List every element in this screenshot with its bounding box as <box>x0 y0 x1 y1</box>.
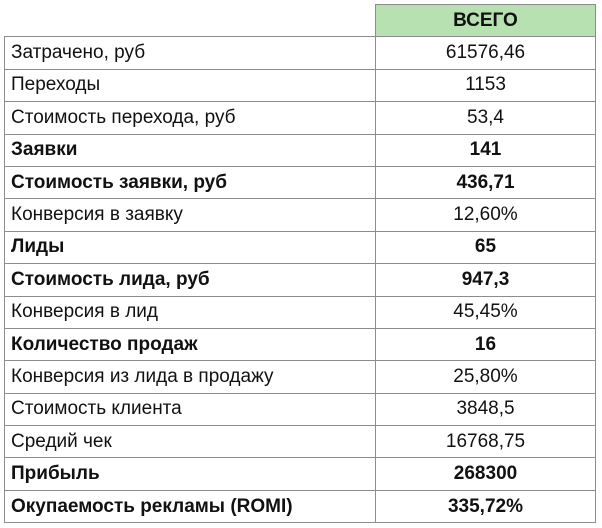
row-value-cell[interactable]: 436,71 <box>376 166 596 198</box>
row-value-cell[interactable]: 268300 <box>376 458 596 490</box>
row-value-cell[interactable]: 3848,5 <box>376 393 596 425</box>
row-value-cell[interactable]: 947,3 <box>376 264 596 296</box>
table-row <box>5 264 596 296</box>
row-label-cell[interactable]: Стоимость лида, руб <box>5 264 376 296</box>
row-label-cell[interactable]: Заявки <box>5 134 376 166</box>
header-total-cell[interactable]: ВСЕГО <box>376 5 596 37</box>
row-label-cell[interactable]: Конверсия в лид <box>5 296 376 328</box>
row-label-cell[interactable]: Переходы <box>5 69 376 101</box>
row-value-cell[interactable]: 16768,75 <box>376 426 596 458</box>
table-row <box>5 490 596 522</box>
metrics-body <box>5 37 596 523</box>
table-row <box>5 199 596 231</box>
row-label-cell[interactable]: Конверсия в заявку <box>5 199 376 231</box>
table-row <box>5 328 596 360</box>
table-row <box>5 166 596 198</box>
row-label-cell[interactable]: Стоимость клиента <box>5 393 376 425</box>
row-value-cell[interactable]: 45,45% <box>376 296 596 328</box>
row-value-cell[interactable]: 335,72% <box>376 490 596 522</box>
table-row <box>5 393 596 425</box>
header-empty-cell <box>5 5 376 37</box>
row-value-cell[interactable]: 61576,46 <box>376 37 596 69</box>
row-value-cell[interactable]: 25,80% <box>376 361 596 393</box>
row-label-cell[interactable]: Количество продаж <box>5 328 376 360</box>
row-label-cell[interactable]: Стоимость заявки, руб <box>5 166 376 198</box>
table-row <box>5 296 596 328</box>
row-value-cell[interactable]: 16 <box>376 328 596 360</box>
row-label-cell[interactable]: Средий чек <box>5 426 376 458</box>
row-value-cell[interactable]: 141 <box>376 134 596 166</box>
table-row <box>5 361 596 393</box>
table-row <box>5 231 596 263</box>
row-label-cell[interactable]: Окупаемость рекламы (ROMI) <box>5 490 376 522</box>
row-label-cell[interactable]: Затрачено, руб <box>5 37 376 69</box>
metrics-table <box>4 4 596 523</box>
row-value-cell[interactable]: 12,60% <box>376 199 596 231</box>
table-row <box>5 134 596 166</box>
row-label-cell[interactable]: Стоимость перехода, руб <box>5 102 376 134</box>
row-value-cell[interactable]: 65 <box>376 231 596 263</box>
table-row <box>5 69 596 101</box>
header-row <box>5 5 596 37</box>
row-value-cell[interactable]: 1153 <box>376 69 596 101</box>
table-row <box>5 37 596 69</box>
row-value-cell[interactable]: 53,4 <box>376 102 596 134</box>
table-row <box>5 458 596 490</box>
table-row <box>5 426 596 458</box>
row-label-cell[interactable]: Лиды <box>5 231 376 263</box>
row-label-cell[interactable]: Прибыль <box>5 458 376 490</box>
row-label-cell[interactable]: Конверсия из лида в продажу <box>5 361 376 393</box>
table-row <box>5 102 596 134</box>
